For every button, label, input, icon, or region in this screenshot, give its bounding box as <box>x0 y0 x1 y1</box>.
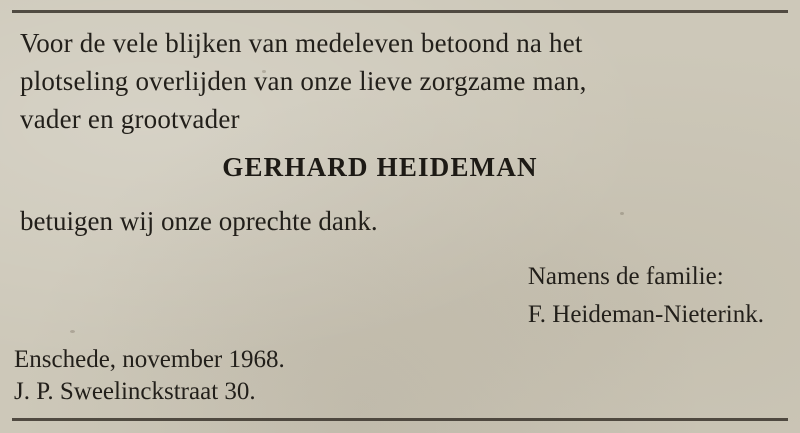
notice-paragraph-line-2: plotseling overlijden van onze lieve zorgzame man, <box>20 66 587 96</box>
place-date-block <box>14 344 285 408</box>
notice-paragraph-line-3: vader en grootvader <box>20 104 240 134</box>
street-address-line: J. P. Sweelinckstraat 30. <box>14 378 256 405</box>
notice-paragraph <box>20 24 776 138</box>
paper-speck <box>262 70 266 73</box>
deceased-name: GERHARD HEIDEMAN <box>222 152 538 182</box>
signature-line-2: F. Heideman-Nieterink. <box>527 301 764 328</box>
thanks-line: betuigen wij onze oprechte dank. <box>20 206 378 236</box>
place-date-line: Enschede, november 1968. <box>14 346 285 373</box>
paper-speck <box>620 212 624 215</box>
top-divider-rule <box>12 10 788 13</box>
bottom-divider-rule <box>12 418 788 421</box>
signature-block <box>528 258 764 334</box>
paper-speck <box>70 330 75 333</box>
notice-paragraph-line-1: Voor de vele blijken van medeleven betoond na het <box>20 28 583 58</box>
signature-line-1: Namens de familie: <box>527 263 724 290</box>
